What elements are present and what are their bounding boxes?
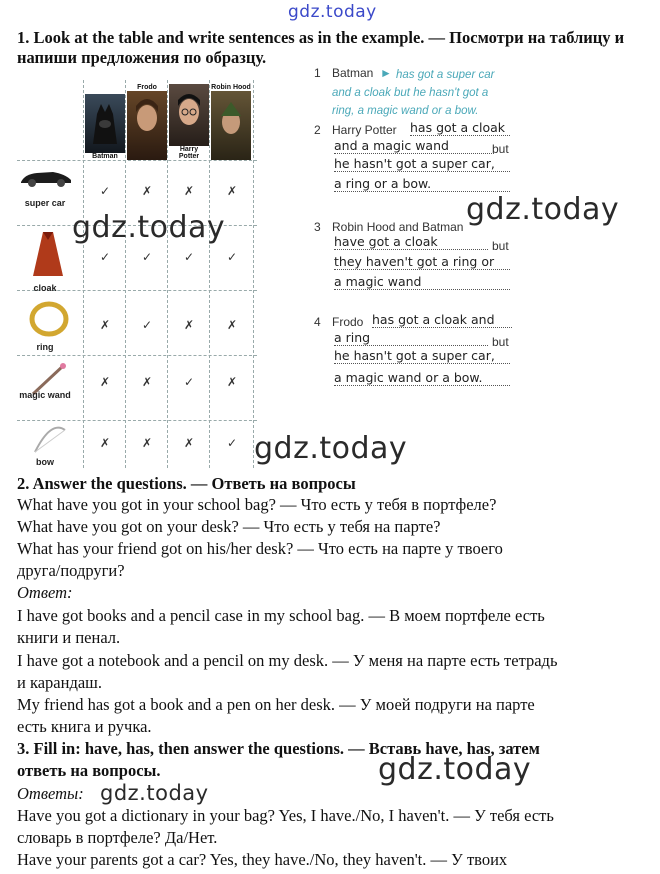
mark: ✗	[226, 375, 238, 389]
watermark: gdz.today	[378, 752, 532, 787]
handwritten-answer: a ring	[334, 330, 488, 346]
answer-line: словарь в портфеле? Да/Нет.	[17, 828, 218, 847]
exercise-2-heading: 2. Answer the questions. — Ответь на вопросы	[17, 474, 356, 493]
answer-subject: Batman	[332, 66, 374, 80]
mark: ✗	[183, 318, 195, 332]
answer-line: Have you got a dictionary in your bag? Yes, I have./No, I haven't. — У тебя есть	[17, 806, 554, 825]
mark: ✓	[141, 250, 153, 264]
answer-number: 1	[314, 66, 321, 80]
answer-number: 2	[314, 123, 321, 137]
answer-line: Have your parents got a car? Yes, they have./No, they haven't. — У твоих	[17, 850, 508, 869]
example-line: and a cloak but he hasn't got a	[332, 87, 489, 99]
cloak-icon	[31, 230, 65, 283]
mark: ✓	[183, 375, 195, 389]
batman-portrait	[85, 94, 125, 160]
handwritten-answer: have got a cloak	[334, 234, 488, 250]
question: What have you got on your desk? — Что есть у тебя на парте?	[17, 517, 441, 536]
mark: ✗	[183, 436, 195, 450]
mark: ✗	[141, 184, 153, 198]
answer-line: книги и пенал.	[17, 628, 121, 647]
handwritten-answer: and a magic wand	[334, 138, 494, 154]
watermark: gdz.today	[100, 781, 209, 805]
ring-icon	[29, 300, 69, 343]
item-label-cloak: cloak	[33, 283, 57, 293]
mark: ✗	[99, 375, 111, 389]
question: What have you got in your school bag? — Что есть у тебя в портфеле?	[17, 495, 497, 514]
mark: ✗	[226, 184, 238, 198]
item-label-ring: ring	[36, 342, 54, 352]
handwritten-answer: he hasn't got a super car,	[334, 156, 510, 172]
robin-hood-portrait	[211, 84, 251, 160]
question: друга/подруги?	[17, 561, 125, 580]
item-label-super-car: super car	[24, 198, 66, 208]
answers-block	[314, 66, 534, 126]
item-label-bow: bow	[36, 457, 54, 467]
exercise-3-heading-cont: ответь на вопросы.	[17, 761, 161, 780]
character-items-table	[17, 80, 257, 468]
character-name: Harry Potter	[169, 146, 209, 160]
handwritten-answer: they haven't got a ring or	[334, 254, 510, 270]
handwritten-answer: has got a cloak and	[372, 312, 512, 328]
answer-label: Ответ:	[17, 583, 73, 602]
connector-word: but	[492, 142, 509, 156]
item-label-magic-wand: magic wand	[19, 390, 71, 400]
connector-word: but	[492, 239, 509, 253]
mark: ✗	[183, 184, 195, 198]
mark: ✗	[141, 375, 153, 389]
question: What has your friend got on his/her desk? — Что есть на парте у твоего	[17, 539, 503, 558]
character-name: Robin Hood	[211, 84, 251, 91]
mark: ✓	[226, 250, 238, 264]
answer-subject: Frodo	[332, 315, 364, 329]
example-line: ring, a magic wand or a bow.	[332, 105, 479, 117]
mark: ✓	[99, 250, 111, 264]
mark: ✓	[141, 318, 153, 332]
watermark: gdz.today	[72, 210, 226, 245]
mark: ✗	[141, 436, 153, 450]
mark: ✗	[99, 318, 111, 332]
answer-subject: Harry Potter	[332, 123, 397, 137]
harry-potter-portrait	[169, 84, 209, 160]
watermark: gdz.today	[466, 192, 620, 227]
mark: ✓	[226, 436, 238, 450]
example-line: has got a super car	[396, 69, 495, 81]
handwritten-answer: has got a cloak	[410, 120, 510, 136]
car-icon	[19, 166, 73, 193]
character-name: Batman	[85, 153, 125, 160]
handwritten-answer: a magic wand or a bow.	[334, 370, 510, 386]
answer-number: 4	[314, 315, 321, 329]
answer-line: I have got books and a pencil case in my school bag. — В моем портфеле есть	[17, 606, 545, 625]
answer-line: My friend has got a book and a pen on her desk. — У моей подруги на парте	[17, 695, 535, 714]
handwritten-answer: he hasn't got a super car,	[334, 348, 510, 364]
frodo-portrait	[127, 84, 167, 160]
answer-line: и карандаш.	[17, 673, 102, 692]
mark: ✗	[226, 318, 238, 332]
answer-subject: Robin Hood and Batman	[332, 220, 464, 234]
arrow-icon: ►	[380, 66, 392, 80]
connector-word: but	[492, 335, 509, 349]
handwritten-answer: a magic wand	[334, 274, 510, 290]
watermark: gdz.today	[288, 2, 377, 22]
answer-line: есть книга и ручка.	[17, 717, 152, 736]
character-name: Frodo	[127, 84, 167, 91]
mark: ✓	[183, 250, 195, 264]
handwritten-answer: a ring or a bow.	[334, 176, 510, 192]
mark: ✗	[99, 436, 111, 450]
answers-label: Ответы:	[17, 784, 84, 803]
watermark: gdz.today	[254, 431, 408, 466]
exercise-1-heading: 1. Look at the table and write sentences as in the example. — Посмотри на таблицу и напиши предложения по образцу.	[17, 28, 625, 67]
bow-icon	[31, 424, 69, 461]
mark: ✓	[99, 184, 111, 198]
answer-line: I have got a notebook and a pencil on my desk. — У меня на парте есть тетрадь	[17, 651, 558, 670]
exercise-3-heading: 3. Fill in: have, has, then answer the questions. — Вставь have, has, затем	[17, 739, 540, 758]
answer-number: 3	[314, 220, 321, 234]
